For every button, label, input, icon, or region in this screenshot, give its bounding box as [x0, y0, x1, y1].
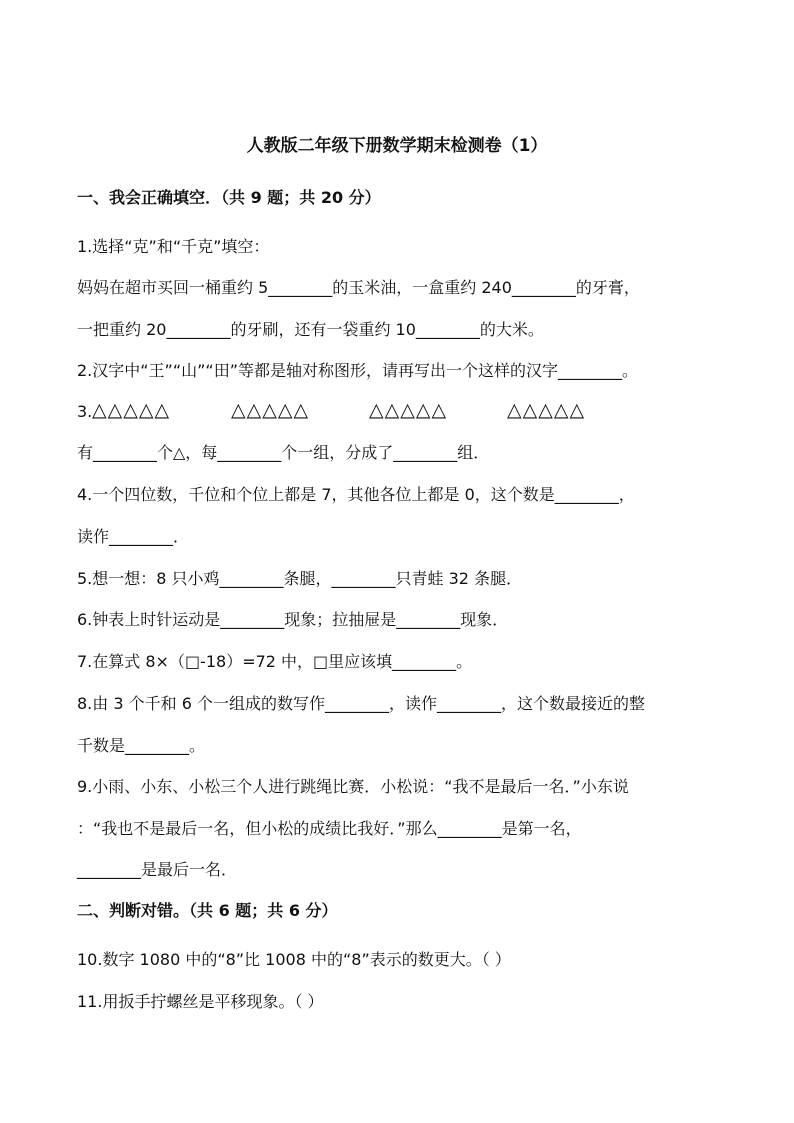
- question-10: 10.数字 1080 中的“8”比 1008 中的“8”表示的数更大。（ ）: [77, 950, 511, 969]
- question-1-text-line-1: 妈妈在超市买回一桶重约 5________的玉米油，一盒重约 240________的牙膏，: [77, 278, 640, 297]
- question-1-text-line-2: 一把重约 20________的牙刷，还有一袋重约 10________的大米。: [77, 320, 544, 339]
- question-3-number: 3.: [77, 402, 93, 421]
- triangle-group-4: △△△△△: [507, 399, 586, 421]
- question-8-text-line-2: 千数是________。: [77, 736, 206, 755]
- question-7: 7.在算式 8×（□-18）=72 中，□里应该填________。: [77, 652, 473, 671]
- triangle-group-3: △△△△△: [369, 399, 448, 421]
- question-1-prompt: 1.选择“克”和“千克”填空：: [77, 237, 270, 256]
- question-3-triangles: [77, 399, 586, 424]
- question-6: 6.钟表上时针运动是________现象；拉抽屉是________现象．: [77, 610, 509, 629]
- question-9-text-line-3: ________是最后一名．: [77, 860, 238, 879]
- question-9-text-line-2: ：“我也不是最后一名，但小松的成绩比我好．”那么________是第一名，: [77, 819, 582, 838]
- question-11: 11.用扳手拧螺丝是平移现象。（ ）: [77, 992, 324, 1011]
- triangle-group-1: △△△△△: [92, 399, 171, 421]
- question-8-text-line-1: 8.由 3 个千和 6 个一组成的数写作________，读作________，这个数最接近的整: [77, 694, 645, 713]
- section-1-heading: 一、我会正确填空．（共 9 题；共 20 分）: [77, 188, 381, 207]
- question-9-text-line-1: 9.小雨、小东、小松三个人进行跳绳比赛．小松说：“我不是最后一名．”小东说: [77, 777, 629, 796]
- question-4-text-line-1: 4.一个四位数，千位和个位上都是 7，其他各位上都是 0，这个数是________，: [77, 485, 635, 504]
- page-title: 人教版二年级下册数学期末检测卷（1）: [246, 136, 548, 156]
- section-2-heading: 二、判断对错。（共 6 题；共 6 分）: [77, 901, 338, 920]
- question-5: 5.想一想：8 只小鸡________条腿，________只青蛙 32 条腿．: [77, 569, 523, 588]
- question-2: 2.汉字中“王”“山”“田”等都是轴对称图形，请再写出一个这样的汉字________。: [77, 361, 639, 380]
- question-3-text: 有________个△，每________个一组，分成了________组．: [77, 443, 490, 462]
- triangle-group-2: △△△△△: [231, 399, 310, 421]
- question-4-text-line-2: 读作________．: [77, 527, 190, 546]
